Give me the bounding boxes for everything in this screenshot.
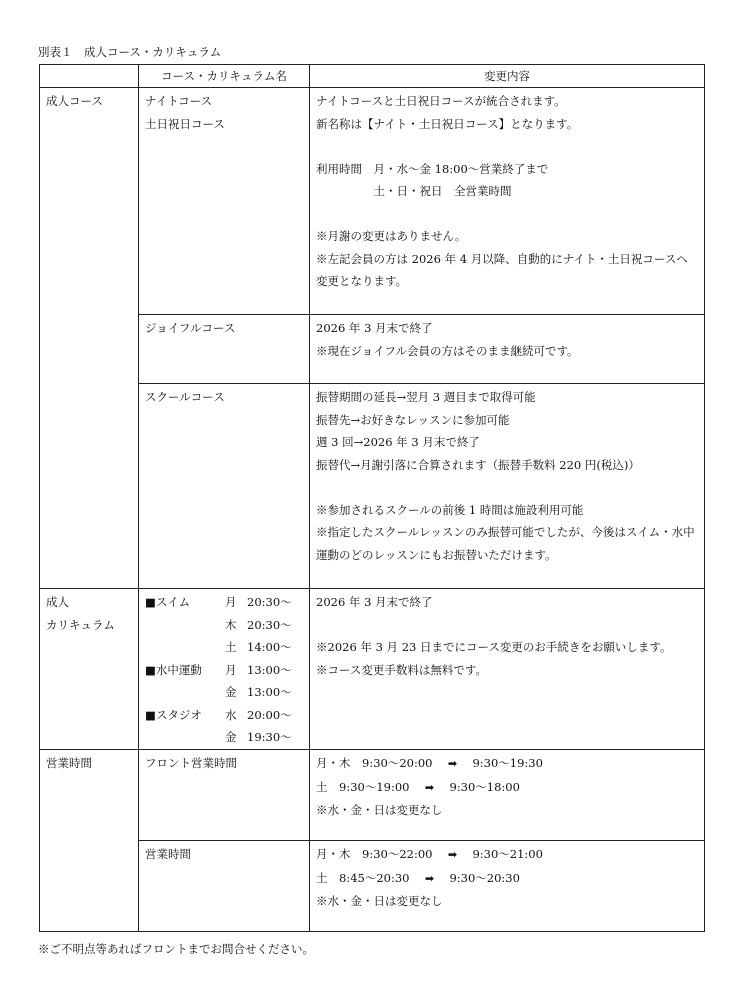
hours-change-row [316,776,698,800]
curriculum-schedule [139,589,310,750]
footer-note: ※ご不明点等あればフロントまでお問合せください。 [38,942,314,956]
change-details-school [310,384,705,589]
hours-name-business [139,841,310,932]
program-name: ■水中運動 [145,662,202,677]
hours-after: 9:30～18:00 [449,779,520,794]
detail-line: ※左記会員の方は 2026 年 4 月以降、自動的にナイト・土日祝コースへ変更となります。 [316,251,688,288]
detail-line: 新名称は【ナイト・土日祝日コース】となります。 [316,116,579,131]
program-name [145,726,225,749]
program-name: ■スイム [145,595,191,609]
detail-line: ※参加されるスクールの前後 1 時間は施設利用可能 [316,502,584,517]
detail-line: ※2026 年 3 月 23 日までにコース変更のお手続きをお願いします。 [316,640,672,654]
schedule-day: 月 [225,662,237,677]
detail-line: 2026 年 3 月末で終了 [316,595,433,609]
detail-line: ※月謝の変更はありません。 [316,229,467,243]
hours-change-row [316,752,698,776]
change-details-joyful [310,315,705,384]
schedule-row [145,614,303,637]
schedule-row [145,591,303,614]
right-arrow-icon: ➡ [447,848,458,861]
course-names-night [139,88,310,315]
change-details-curriculum [310,589,705,750]
detail-line: 利用時間 月・水～金 18:00～営業終了まで [316,161,549,176]
schedule-time: 13:00～ [247,662,292,677]
hours-before: 土 8:45～20:30 [316,870,410,885]
schedule-day: 金 [225,685,237,699]
hours-name-front [139,750,310,841]
header-row [40,65,705,88]
table-row [40,589,705,750]
schedule-day: 木 [225,617,237,632]
table-row [40,384,705,589]
schedule-time: 20:00～ [247,707,292,722]
course-name: ナイトコース [145,94,213,108]
table-row [40,841,705,932]
curriculum-change-table [39,64,705,932]
course-name: フロント営業時間 [145,756,237,770]
course-name: ジョイフルコース [145,321,236,335]
category-hours [40,750,139,932]
schedule-day: 水 [225,707,237,722]
hours-after: 9:30～21:00 [472,847,543,861]
right-arrow-icon: ➡ [424,780,435,794]
right-arrow-icon: ➡ [447,757,458,770]
detail-line: ※水・金・日は変更なし [316,803,443,817]
category-label: 成人 [46,595,69,609]
hours-after: 9:30～20:30 [449,870,520,885]
schedule-row [145,681,303,704]
header-category [40,65,139,88]
table-row [40,88,705,315]
detail-line: 週 3 回→2026 年 3 月末で終了 [316,435,480,449]
hours-change-row [316,867,698,891]
hours-before: 月・木 9:30～22:00 [316,847,433,861]
detail-line: 振替先→お好きなレッスンに参加可能 [316,412,510,427]
header-course-name: コース・カリキュラム名 [139,65,310,88]
schedule-row [145,636,303,659]
course-name-joyful [139,315,310,384]
program-name [145,614,225,637]
detail-line: ナイトコースと土日祝日コースが統合されます。 [316,94,566,108]
schedule-time: 13:00～ [247,685,292,699]
category-adult-curriculum [40,589,139,750]
category-adult-course [40,88,139,589]
detail-line: 2026 年 3 月末で終了 [316,321,433,335]
schedule-time: 20:30～ [247,595,292,609]
detail-line: 振替期間の延長→翌月 3 週目まで取得可能 [316,390,536,404]
hours-change-row [316,843,698,867]
category-label: カリキュラム [46,617,115,632]
schedule-day: 土 [225,640,237,654]
table-row [40,315,705,384]
change-details-business-hours [310,841,705,932]
detail-line: 振替代→月謝引落に合算されます（振替手数料 220 円(税込)） [316,457,640,472]
detail-line: ※水・金・日は変更なし [316,894,443,908]
category-label: 成人コース [46,94,103,108]
detail-line: 土・日・祝日 全営業時間 [316,184,512,198]
course-name: スクールコース [145,390,225,404]
table-caption: 別表１ 成人コース・カリキュラム [38,45,222,59]
table-row [40,750,705,841]
detail-line: ※現在ジョイフル会員の方はそのまま継続可です。 [316,343,579,358]
course-name: 営業時間 [145,847,191,861]
schedule-row [145,704,303,727]
schedule-row [145,659,303,682]
course-name-school [139,384,310,589]
right-arrow-icon: ➡ [424,871,435,885]
program-name: ■スタジオ [145,707,202,722]
header-change-details: 変更内容 [310,65,705,88]
course-name: 土日祝日コース [145,116,225,131]
hours-before: 月・木 9:30～20:00 [316,756,433,770]
change-details-night [310,88,705,315]
detail-line: ※コース変更手数料は無料です。 [316,662,488,677]
program-name [145,681,225,704]
hours-before: 土 9:30～19:00 [316,779,410,794]
schedule-day: 月 [225,595,237,609]
schedule-time: 19:30～ [247,730,292,744]
schedule-row [145,726,303,749]
program-name [145,636,225,659]
detail-line: ※指定したスクールレッスンのみ振替可能でしたが、今後はスイム・水中運動のどのレッスンにもお振替いただけます。 [316,525,695,562]
change-details-front-hours [310,750,705,841]
schedule-time: 14:00～ [247,640,292,654]
category-label: 営業時間 [46,756,92,770]
schedule-time: 20:30～ [247,617,292,632]
hours-after: 9:30～19:30 [472,756,543,770]
schedule-day: 金 [225,730,237,744]
